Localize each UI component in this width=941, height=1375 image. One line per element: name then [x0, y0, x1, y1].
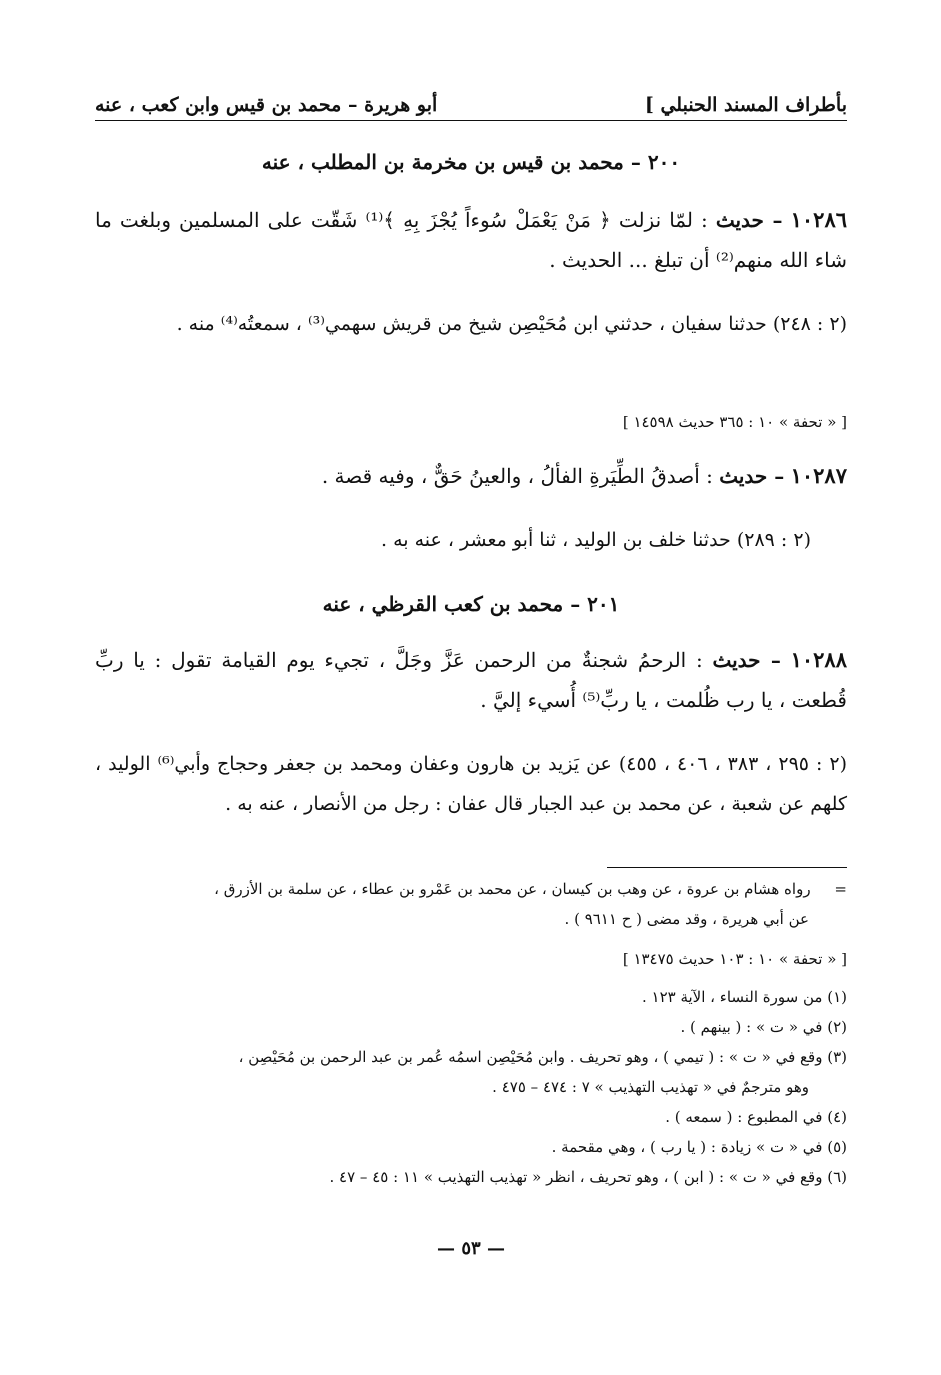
book-page — [95, 80, 847, 1360]
header-book-title: بأطراف المسند الحنبلي ] — [644, 94, 847, 116]
page-number: — ٥٣ — — [437, 1238, 505, 1259]
footnote-1: (١) من سورة النساء ، الآية ١٢٣ . — [641, 988, 847, 1006]
tuhfa-reference: [ « تحفة » ١٠ : ١٠٣ حديث ١٣٤٧٥ ] — [622, 950, 847, 968]
hadith-10286 — [95, 200, 847, 280]
footnote-separator — [607, 867, 847, 868]
footnote-4: (٤) في المطبوع : ( سمعه ) . — [665, 1108, 847, 1126]
hadith-source: (٢ : ٢٩٥ ، ٣٨٣ ، ٤٠٦ ، ٤٥٥) عن يَزيد بن هارون وعفان ومحمد بن جعفر وحجاج وأبي⁽⁶⁾ الوليد ، كلهم عن شعبة ، عن محمد بن عبد الجبار قال عفان : رجل من الأنصار ، عنه به . — [95, 753, 847, 815]
header-chapter-title: أبو هريرة – محمد بن قيس وابن كعب ، عنه — [95, 94, 438, 116]
continuation-marker: = — [834, 880, 847, 898]
running-header — [95, 80, 847, 121]
footnote-5: (٥) في « ت » زيادة : ( يا رب ) ، وهي مقحمة . — [551, 1138, 847, 1156]
hadith-keyword: – حديث — [719, 464, 785, 488]
continuation-line: رواه هشام بن عروة ، عن وهب بن كيسان ، عن محمد بن عَمْرو بن عطاء ، عن سلمة بن الأزرق ، — [214, 880, 811, 898]
section-title-200: ٢٠٠ – محمد بن قيس بن مخرمة بن المطلب ، عنه — [261, 150, 681, 174]
hadith-keyword: – حديث — [715, 208, 783, 232]
hadith-10287 — [95, 456, 847, 496]
hadith-number: ١٠٢٨٧ — [790, 463, 847, 488]
hadith-number: ١٠٢٨٨ — [790, 647, 847, 672]
footnote-2: (٢) في « ت » : ( بينهم ) . — [680, 1018, 847, 1036]
tuhfa-reference: [ « تحفة » ١٠ : ٣٦٥ حديث ١٤٥٩٨ ] — [622, 413, 847, 431]
continuation-line: عن أبي هريرة ، وقد مضى ( ح ٩٦١١ ) . — [564, 910, 809, 928]
section-title-201: ٢٠١ – محمد بن كعب القرظي ، عنه — [322, 592, 620, 616]
hadith-10288 — [95, 640, 847, 720]
hadith-text: : أصدقُ الطِّيَرةِ الفألُ ، والعينُ حَقٌّ ، وفيه قصة . — [321, 464, 713, 488]
hadith-source: (٢ : ٢٤٨) حدثنا سفيان ، حدثني ابن مُحَيْصِن شيخ من قريش سهمي⁽³⁾ ، سمعتُه⁽⁴⁾ منه . — [176, 313, 847, 335]
hadith-text: : الرحمُ شجنةٌ من الرحمن عَزَّ وجَلَّ ، تجيء يوم القيامة تقول : يا ربِّ قُطعت ، يا رب ظُلمت ، يا ربِّ⁽⁵⁾ أُسيء إليَّ . — [95, 648, 847, 712]
hadith-number: ١٠٢٨٦ — [790, 207, 848, 232]
footnote-6: (٦) وقع في « ت » : ( ابن ) ، وهو تحريف ، انظر « تهذيب التهذيب » ١١ : ٤٥ – ٤٧ . — [329, 1168, 847, 1186]
footnotes — [95, 982, 847, 1192]
footnote-3: (٣) وقع في « ت » : ( تيمي ) ، وهو تحريف . وابن مُحَيْصِن اسمُه عُمر بن عبد الرحمن بن مُحَيْصِن ، — [238, 1048, 847, 1066]
hadith-text: : لمّا نزلت ﴿ مَنْ يَعْمَلْ سُوءاً يُجْزَ بِهِ ﴾⁽¹⁾ شَقّت على المسلمين وبلغت ما شاء الله منهم⁽²⁾ أن تبلغ ... الحديث . — [95, 208, 847, 272]
hadith-keyword: – حديث — [712, 648, 781, 672]
hadith-source: (٢ : ٢٨٩) حدثنا خلف بن الوليد ، ثنا أبو معشر ، عنه به . — [380, 529, 811, 551]
continued-footnote — [95, 874, 847, 934]
footnote-3-continued: وهو مترجمٌ في « تهذيب التهذيب » ٧ : ٤٧٤ – ٤٧٥ . — [492, 1078, 809, 1096]
